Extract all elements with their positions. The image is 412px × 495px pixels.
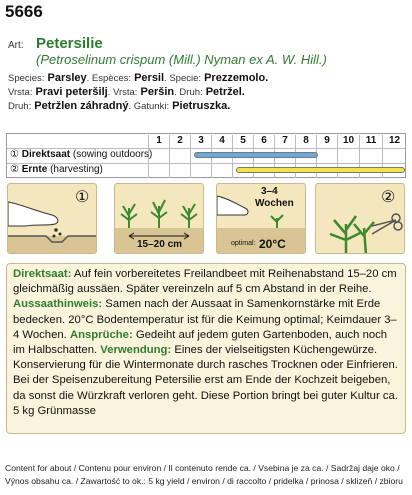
- temperature-prefix: optimal:: [231, 240, 256, 247]
- plant-name: Petersilie: [36, 35, 103, 52]
- direct-sowing-heading: Direktsaat:: [13, 268, 72, 280]
- row-sowing-label: ① Direktsaat (sowing outdoors): [10, 149, 153, 160]
- art-label: Art:: [8, 40, 24, 51]
- yield-note-line-2: Výnos obsahu ca. / Zawartość to ok.: 5 kg yield / environ / di raccolto / pridelka / prinosa / sklizeň / zbioru: [5, 476, 403, 486]
- month-11: 11: [359, 135, 382, 178]
- germination-weeks-unit: Wochen: [255, 198, 294, 209]
- step-2-number: ②: [381, 189, 396, 206]
- month-2: 2: [169, 135, 190, 178]
- harvest-period-bar: [236, 167, 405, 173]
- usage-heading: Verwendung:: [100, 344, 172, 357]
- sowing-calendar: [6, 133, 406, 178]
- temperature-value: 20°C: [259, 237, 286, 251]
- species-line-3: Druh: Petržlen záhradný. Gatunki: Pietruszka.: [8, 100, 231, 112]
- pictogram-harvest: [315, 183, 405, 254]
- pictogram-spacing: [114, 183, 204, 254]
- cultivation-instructions: Direktsaat: Auf fein vorbereitetes Freilandbeet mit Reihenabstand 15–20 cm gleichmäßig aussäen. Später vereinzeln auf 5 cm Abstand in der Reihe. Aussaathinweis: Samen nach der Aussaat in Samenkornstärke mit Erde bedecken. 20°C Bodentemperatur ist für die Keimung optimal; Keimdauer 3–4 Wochen. Ansprüche: Gedeiht auf jedem guten Gartenboden, auch noch im Halbschatten. Verwendung: Eines der vielseitigsten Küchengewürze. Konservierung für die Wintermonate durch rasches Trocknen oder Einfrieren. Bei der Speisenzubereitung Petersilie erst am Ende der Kochzeit beigeben, da sonst die Würzkraft verloren geht. Diese Portion bringt bei guter Kultur ca. 5 kg Grünmasse: [6, 263, 406, 434]
- requirements-heading: Ansprüche:: [69, 328, 133, 341]
- latin-name: (Petroselinum crispum (Mill.) Nyman ex A. W. Hill.): [36, 52, 327, 67]
- month-5: 5: [232, 135, 253, 178]
- month-10: 10: [337, 135, 359, 178]
- month-4: 4: [211, 135, 232, 178]
- month-12: 12: [382, 135, 406, 178]
- month-8: 8: [295, 135, 316, 178]
- sowing-period-bar: [194, 152, 318, 158]
- step-1-number: ①: [75, 189, 90, 206]
- pictogram-sowing: [7, 183, 97, 254]
- pictogram-germination: [216, 183, 306, 254]
- yield-note-line-1: Content for about / Contenu pour environ / Il contenuto rende ca. / Vsebina je za ca. / Sadržaj daje oko /: [5, 463, 400, 473]
- month-7: 7: [274, 135, 295, 178]
- month-3: 3: [190, 135, 211, 178]
- product-code: 5666: [5, 2, 43, 21]
- row-harvest-label: ② Ernte (harvesting): [10, 164, 103, 175]
- month-9: 9: [316, 135, 337, 178]
- month-6: 6: [253, 135, 274, 178]
- germination-weeks-value: 3–4: [261, 186, 278, 197]
- species-line-2: Vrsta: Pravi peteršilj. Vrsta: Peršin. Druh: Petržel.: [8, 86, 245, 98]
- month-1: 1: [148, 135, 169, 178]
- sowing-note-heading: Aussaathinweis:: [13, 298, 103, 311]
- species-line-1: Species: Parsley. Espèces: Persil. Specie: Prezzemolo.: [8, 72, 269, 84]
- row-spacing-label: 15–20 cm: [137, 239, 183, 250]
